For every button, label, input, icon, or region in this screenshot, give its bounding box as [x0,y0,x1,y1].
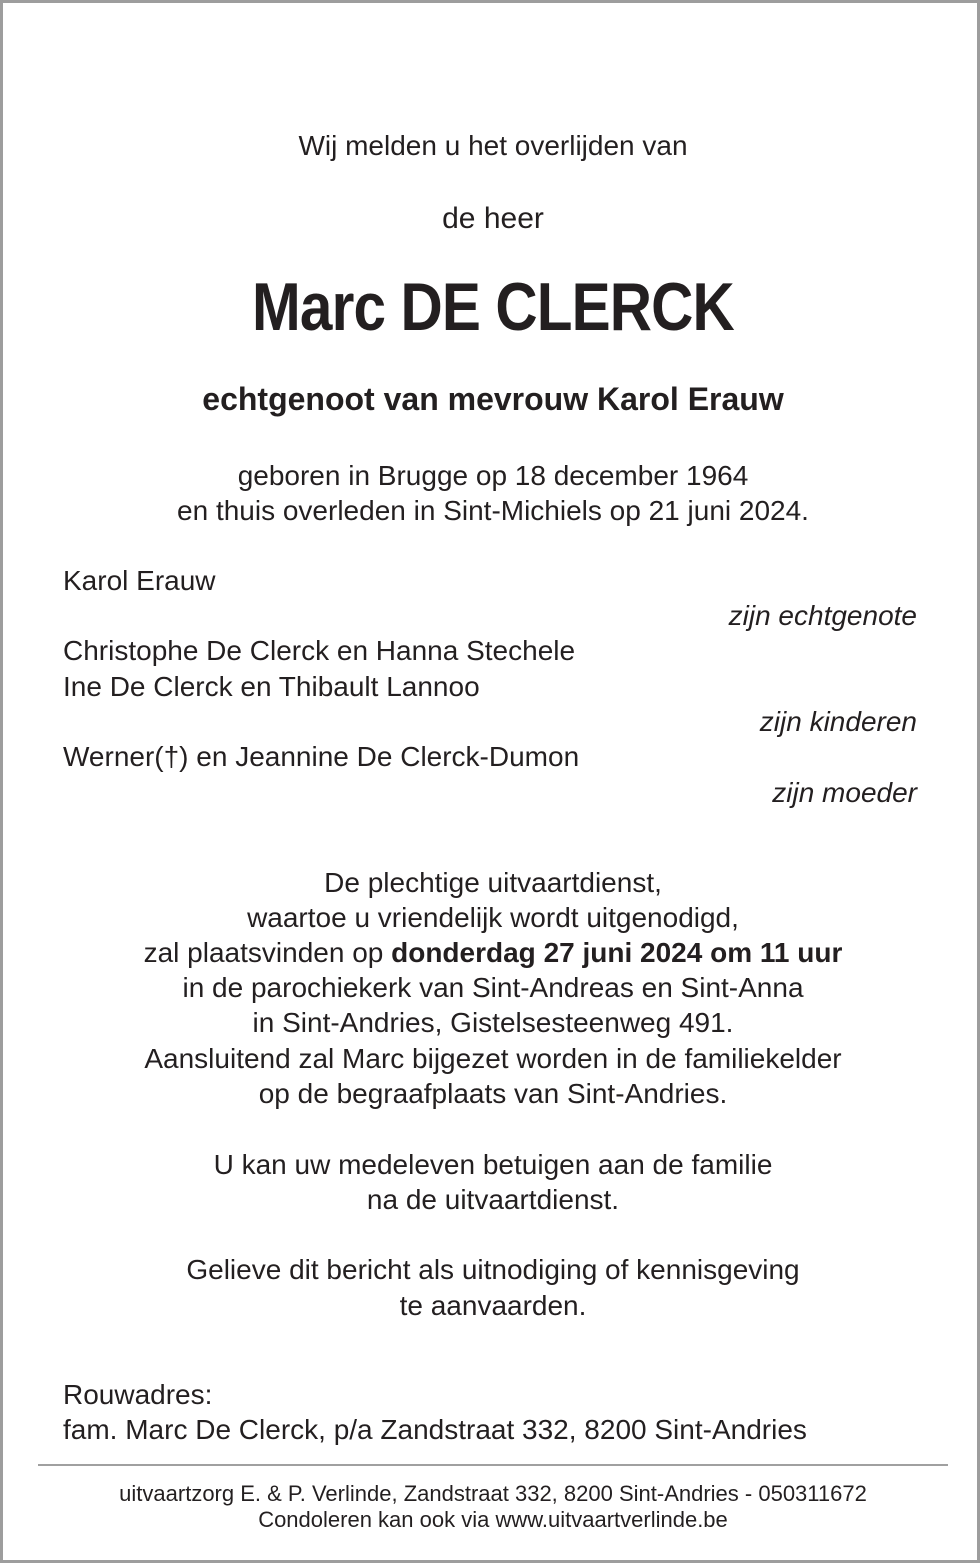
child-1: Christophe De Clerck en Hanna Stechele [63,635,576,666]
death-line: en thuis overleden in Sint-Michiels op 21 juni 2024. [177,495,809,526]
condolence-line-1: U kan uw medeleven betuigen aan de familie [213,1149,773,1180]
ceremony-line-3 [3,935,980,971]
footer-funeral-home: uitvaartzorg E. & P. Verlinde, Zandstraat 332, 8200 Sint-Andries - 050311672 [119,1481,867,1506]
deceased-name: Marc DE CLERCK [252,269,734,345]
notice-line-2: te aanvaarden. [399,1290,587,1321]
ceremony-line-1: De plechtige uitvaartdienst, [324,867,662,898]
condolence-line-2: na de uitvaartdienst. [366,1184,620,1215]
spouse-role: zijn echtgenote [728,600,917,631]
birth-line: geboren in Brugge op 18 december 1964 [237,460,749,491]
ceremony-line-7: op de begraafplaats van Sint-Andries. [258,1078,728,1109]
spouse-name: Karol Erauw [63,565,216,596]
parents: Werner(†) en Jeannine De Clerck-Dumon [63,741,580,772]
footer-divider [38,1464,948,1466]
ceremony-line-2: waartoe u vriendelijk wordt uitgenodigd, [247,902,739,933]
intro-line: Wij melden u het overlijden van [298,130,688,161]
address-label: Rouwadres: [63,1379,213,1410]
children-role: zijn kinderen [759,706,917,737]
honorific: de heer [442,202,544,235]
ceremony-line-5: in Sint-Andries, Gistelsesteenweg 491. [252,1007,734,1038]
notice-line-1: Gelieve dit bericht als uitnodiging of kennisgeving [186,1254,800,1285]
ceremony-line-6: Aansluitend zal Marc bijgezet worden in de familiekelder [144,1043,842,1074]
ceremony-line-4: in de parochiekerk van Sint-Andreas en Sint-Anna [182,972,804,1003]
address-value: fam. Marc De Clerck, p/a Zandstraat 332, 8200 Sint-Andries [63,1414,807,1445]
parents-role: zijn moeder [772,777,917,808]
footer-condolence-link[interactable]: Condoleren kan ook via www.uitvaartverlinde.be [258,1507,728,1532]
child-2: Ine De Clerck en Thibault Lannoo [63,671,480,702]
ceremony-prefix: zal plaatsvinden op [143,937,392,968]
spouse-of-line: echtgenoot van mevrouw Karol Erauw [202,381,784,417]
ceremony-datetime: donderdag 27 juni 2024 om 11 uur [391,937,843,968]
